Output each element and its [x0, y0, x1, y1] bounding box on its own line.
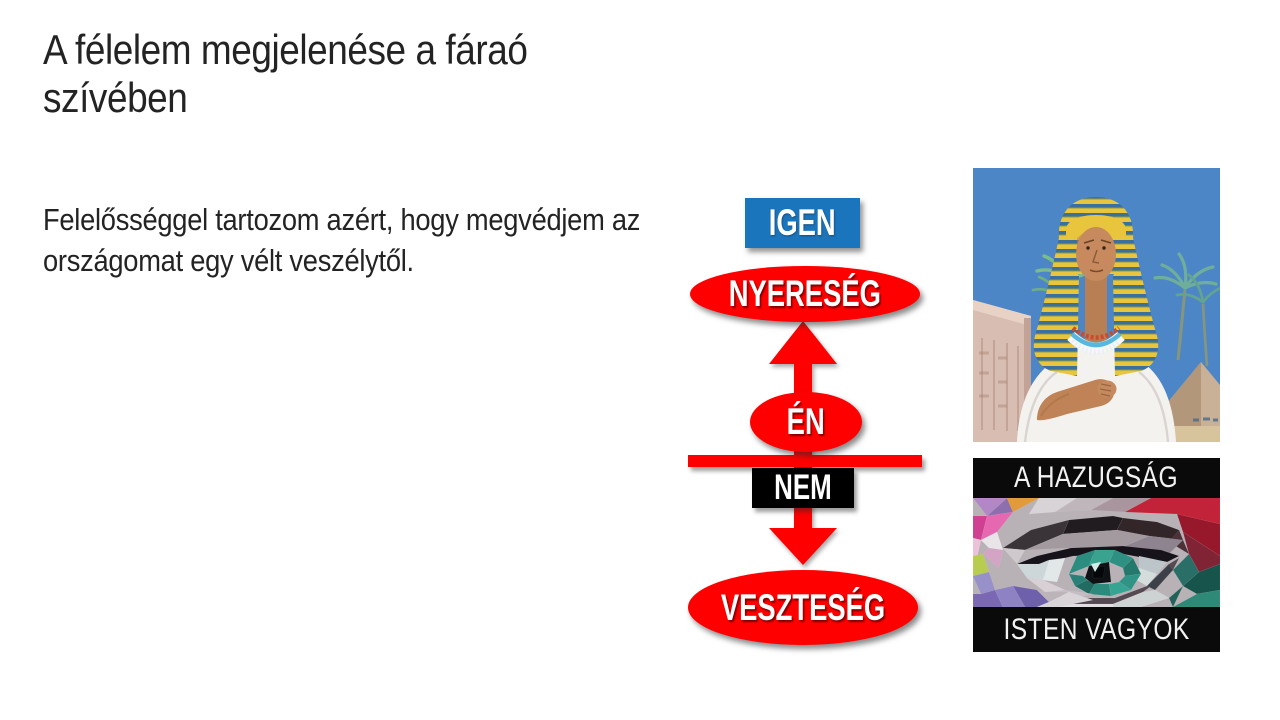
eye-poster-top-bar	[973, 458, 1220, 498]
threshold-bar	[688, 455, 922, 467]
loss-label: VESZTESÉG	[720, 586, 886, 628]
gain-label: NYERESÉG	[728, 273, 882, 314]
down-arrowhead-icon	[769, 528, 837, 565]
pharaoh-illustration	[973, 168, 1220, 442]
self-label: ÉN	[786, 401, 826, 442]
self-ellipse	[750, 392, 862, 452]
no-box	[752, 468, 854, 508]
eye-poster-bottom-caption: ISTEN VAGYOK	[1003, 612, 1190, 646]
slide-title: A félelem megjelenése a fáraó szívében	[43, 26, 528, 121]
gain-ellipse	[690, 266, 920, 322]
no-label: NEM	[774, 468, 832, 507]
eye-poster	[973, 458, 1220, 652]
yes-box	[745, 198, 860, 248]
pharaoh-painting	[973, 168, 1220, 442]
yes-label: IGEN	[769, 202, 836, 243]
slide-body-text: Felelősséggel tartozom azért, hogy megvédjem az országomat egy vélt veszélytől.	[43, 202, 641, 278]
eye-poster-bottom-bar	[973, 607, 1220, 652]
up-arrowhead-icon	[769, 321, 837, 364]
lowpoly-eye-illustration	[973, 498, 1220, 607]
loss-ellipse	[688, 570, 918, 645]
neck	[1085, 270, 1107, 344]
eye-poster-top-caption: A HAZUGSÁG	[1014, 461, 1179, 494]
